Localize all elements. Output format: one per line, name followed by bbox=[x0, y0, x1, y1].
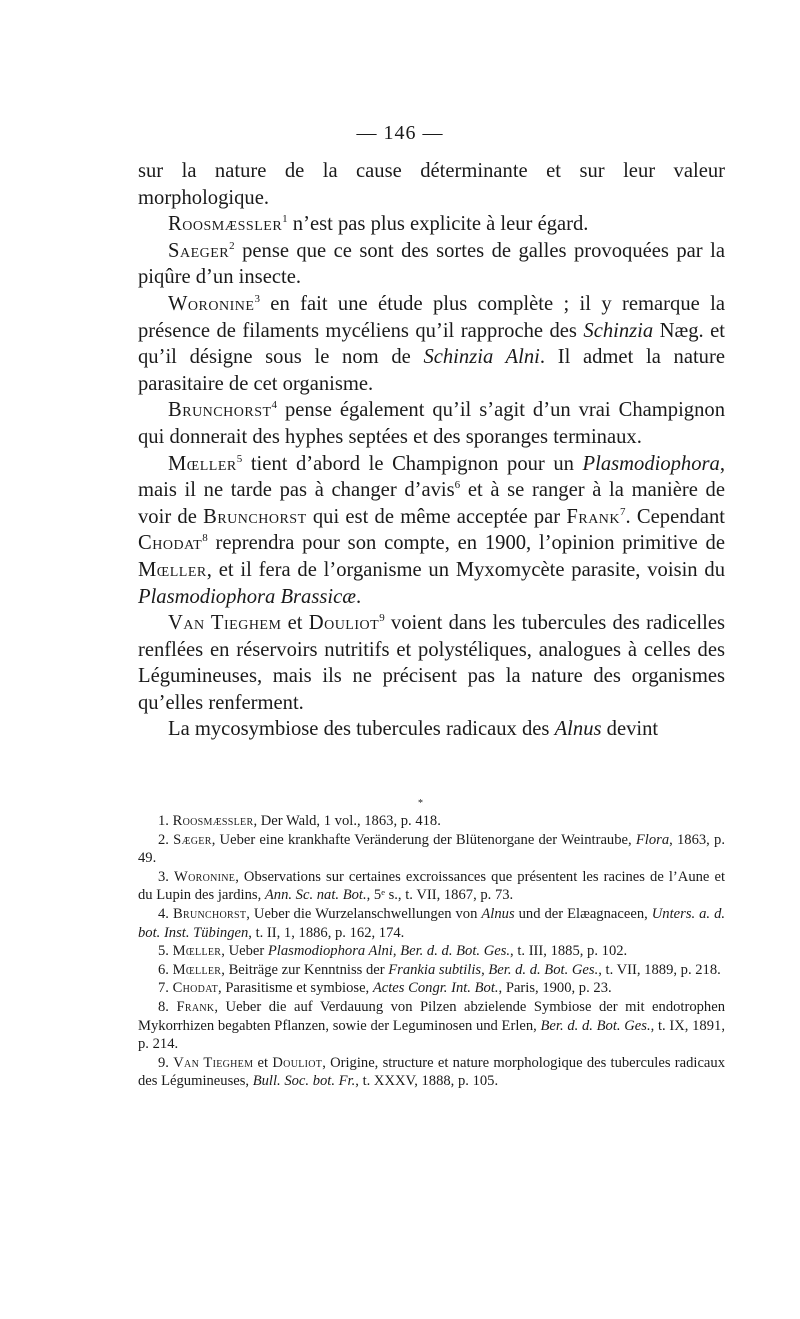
footnote-number: 7. bbox=[158, 980, 173, 997]
page-number: — 146 — bbox=[356, 122, 444, 144]
text: , Der Wald, 1 vol., 1863, p. 418. bbox=[253, 813, 441, 829]
text: reprendra pour son compte, en 1900, l’opinion primitive de bbox=[207, 532, 725, 555]
taxon-name: Plasmodiophora Brassicæ bbox=[138, 585, 356, 608]
footnote-number: 6. bbox=[158, 961, 173, 978]
text: en fait une étude plus complète ; il y remarque la présence de filaments mycéliens qu’il rapproche des bbox=[138, 292, 725, 342]
taxon-name: Alnus bbox=[554, 718, 602, 741]
text: , Beiträge zur Kenntniss der bbox=[221, 961, 389, 978]
text: , Paris, 1900, p. 23. bbox=[498, 980, 612, 997]
author-name: Mœller bbox=[172, 943, 222, 960]
text: , Ueber die Wurzelanschwellungen von bbox=[246, 905, 482, 922]
author-name: Chodat bbox=[138, 532, 203, 555]
main-text bbox=[138, 158, 725, 743]
text: , Parasitisme et symbiose, bbox=[218, 980, 373, 997]
text: , t. III, 1885, p. 102. bbox=[510, 943, 628, 960]
footnote-ref[interactable]: 2 bbox=[229, 239, 235, 252]
paragraph bbox=[138, 158, 725, 211]
journal-title: Ber. d. d. Bot. Ges. bbox=[400, 943, 511, 960]
author-name: Frank bbox=[566, 505, 621, 528]
author-name: Sæger bbox=[173, 831, 212, 848]
text: , et il fera de l’organisme un Myxomycète parasite, voisin du bbox=[206, 558, 725, 581]
paragraph bbox=[138, 291, 725, 397]
footnote-number: 3. bbox=[158, 868, 175, 885]
text: , Origine, structure et nature morphologique des tubercules radicaux des Légumineuses, bbox=[138, 1054, 725, 1090]
footnote-ref[interactable]: 7 bbox=[620, 505, 626, 518]
footnote-number: 2. bbox=[158, 831, 174, 848]
author-name: Douliot bbox=[308, 612, 380, 635]
paragraph bbox=[138, 238, 725, 291]
author-name: Brunchorst bbox=[203, 505, 307, 528]
journal-title: Flora bbox=[635, 831, 670, 848]
journal-title: Unters. a. d. bot. Inst. Tübingen bbox=[138, 905, 726, 941]
text: pense également qu’il s’agit d’un vrai Champignon qui donnerait des hyphes septées et des sporanges terminaux. bbox=[138, 399, 725, 448]
footnote-mark: * bbox=[418, 798, 423, 809]
taxon-name: Alnus bbox=[481, 905, 515, 922]
text: qui est de même acceptée par bbox=[306, 505, 567, 528]
taxon-name: Plasmodiophora bbox=[582, 452, 720, 475]
footnote bbox=[138, 1054, 725, 1091]
text: , t. IX, 1891, p. 214. bbox=[138, 1017, 725, 1053]
text: , bbox=[481, 961, 489, 978]
footnote bbox=[138, 812, 725, 831]
footnote-number: 1. bbox=[158, 813, 173, 829]
author-name: Brunchorst bbox=[168, 399, 272, 422]
journal-title: Ber. d. d. Bot. Ges. bbox=[488, 961, 599, 978]
paragraph bbox=[138, 211, 725, 238]
text: , mais il ne tarde pas à changer d’avis bbox=[138, 452, 725, 502]
paragraph bbox=[138, 451, 725, 611]
text: et à se ranger à la manière de voir de bbox=[138, 479, 725, 528]
footnote-ref[interactable]: 9 bbox=[379, 612, 385, 625]
author-name: Chodat bbox=[172, 980, 219, 997]
author-name: Van Tieghem bbox=[173, 1054, 254, 1071]
text: et bbox=[281, 612, 309, 635]
paragraph bbox=[138, 610, 725, 716]
text: , Observations sur certaines excroissances que présentent les racines de l’Aune et du Lupin des jardins, bbox=[138, 868, 726, 904]
author-name: Frank bbox=[176, 998, 215, 1015]
journal-title: Bull. Soc. bot. Fr. bbox=[252, 1073, 356, 1090]
footnote-number: 8. bbox=[158, 998, 177, 1015]
taxon-name: Plasmodiophora Alni bbox=[267, 943, 393, 960]
footnote-ref[interactable]: 4 bbox=[271, 399, 278, 412]
paragraph bbox=[138, 716, 725, 743]
footnote bbox=[138, 998, 725, 1054]
author-name: Woronine bbox=[168, 292, 255, 315]
text: und der Elæagnaceen, bbox=[514, 905, 652, 922]
footnote bbox=[138, 868, 725, 905]
text: . Cependant bbox=[625, 505, 725, 528]
footnote-number: 9. bbox=[158, 1054, 174, 1071]
journal-title: Ann. Sc. nat. Bot. bbox=[264, 887, 367, 904]
text: sur la nature de la cause déterminante et sur leur valeur morphologique. bbox=[138, 160, 725, 209]
text: , Ueber eine krankhafte Veränderung der Blütenorgane der Weintraube, bbox=[211, 831, 636, 848]
footnote bbox=[138, 831, 725, 868]
text: devint bbox=[601, 718, 659, 741]
footnote-ref[interactable]: 1 bbox=[282, 213, 288, 226]
text: tient d’abord le Champignon pour un bbox=[242, 452, 583, 475]
author-name: Roosmæssler bbox=[172, 813, 254, 829]
taxon-name: Schinzia Alni bbox=[423, 346, 540, 369]
footnote bbox=[138, 905, 725, 942]
text: voient dans les tubercules des radicelles renflées en réservoirs nutritifs et polystéliques, analogues à celles des Légumineuses, mais ils ne précisent pas la nature des organismes qu’elles renferment. bbox=[138, 612, 725, 714]
footnote-ref[interactable]: 8 bbox=[202, 532, 208, 545]
text: , bbox=[392, 943, 401, 960]
author-name: Roosmæssler bbox=[168, 213, 283, 236]
footnote bbox=[138, 961, 725, 980]
text: , t. II, 1, 1886, p. 162, 174. bbox=[248, 924, 405, 941]
taxon-name: Frankia subtilis bbox=[388, 961, 482, 978]
footnote-number: 4. bbox=[158, 905, 173, 922]
text: , Ueber die auf Verdauung von Pilzen abzielende Symbiose der mit endotrophen Mykorrhizen begabten Pflanzen, sowie der Leguminosen und Erlen, bbox=[138, 998, 726, 1034]
footnote-ref[interactable]: 6 bbox=[454, 479, 461, 492]
author-name: Douliot bbox=[272, 1054, 323, 1071]
footnote bbox=[138, 942, 725, 961]
footnote-ref[interactable]: 5 bbox=[236, 452, 243, 465]
journal-title: Ber. d. d. Bot. Ges. bbox=[540, 1017, 651, 1034]
author-name: Mœller bbox=[172, 961, 222, 978]
author-name: Van Tieghem bbox=[168, 612, 282, 635]
text: La mycosymbiose des tubercules radicaux des bbox=[168, 718, 555, 741]
footnote-number: 5. bbox=[158, 943, 173, 960]
text: . bbox=[355, 585, 362, 608]
journal-title: Actes Congr. Int. Bot. bbox=[372, 980, 499, 997]
text: , t. VII, 1889, p. 218. bbox=[598, 961, 721, 978]
text: , 1863, p. 49. bbox=[138, 831, 725, 867]
text: , Ueber bbox=[221, 943, 268, 960]
taxon-name: Schinzia bbox=[583, 319, 654, 342]
paragraph bbox=[138, 397, 725, 450]
text: . Il admet la nature parasitaire de cet organisme. bbox=[138, 346, 725, 395]
footnotes bbox=[138, 812, 725, 1091]
text: pense que ce sont des sortes de galles provoquées par la piqûre d’un insecte. bbox=[138, 239, 725, 289]
text: , 5ᵉ s., t. VII, 1867, p. 73. bbox=[366, 887, 514, 904]
author-name: Brunchorst bbox=[172, 905, 247, 922]
text: n’est pas plus explicite à leur égard. bbox=[287, 213, 589, 236]
text: Næg. et qu’il désigne sous le nom de bbox=[138, 319, 725, 369]
author-name: Mœller bbox=[138, 558, 207, 581]
text: et bbox=[253, 1054, 273, 1071]
footnote bbox=[138, 979, 725, 998]
footnote-ref[interactable]: 3 bbox=[254, 292, 260, 305]
author-name: Woronine bbox=[174, 868, 236, 885]
author-name: Mœller bbox=[168, 452, 237, 475]
text: , t. XXXV, 1888, p. 105. bbox=[355, 1073, 499, 1090]
author-name: Saeger bbox=[168, 239, 230, 262]
